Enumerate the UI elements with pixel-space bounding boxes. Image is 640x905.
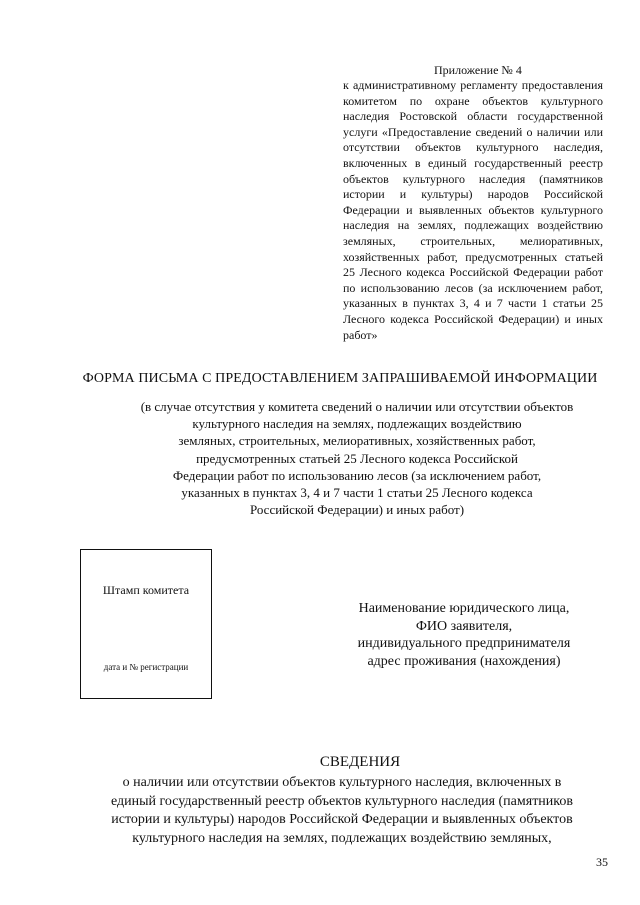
note-line: Российской Федерации) и иных работ)	[249, 502, 465, 518]
svedeniya-line: единый государственный реестр объектов культурного наследия (памятников	[111, 793, 573, 809]
note-line: земляных, строительных, мелиоративных, хозяйственных работ,	[178, 433, 536, 449]
recipient-line: Наименование юридического лица,	[358, 601, 570, 616]
page-number: 35	[596, 855, 608, 869]
appendix-title: Приложение № 4	[434, 63, 522, 77]
svedeniya-line: культурного наследия на землях, подлежащих воздействию земляных,	[132, 830, 552, 846]
recipient-line: ФИО заявителя,	[415, 618, 513, 634]
recipient-block	[330, 600, 598, 670]
recipient-line: адрес проживания (нахождения)	[367, 653, 561, 669]
form-note	[118, 398, 596, 518]
note-line: (в случае отсутствия у комитета сведений о наличии или отсутствии объектов	[140, 399, 574, 414]
note-line: Федерации работ по использованию лесов (за исключением работ,	[172, 467, 542, 483]
note-line: предусмотренных статьей 25 Лесного кодекса Российской	[196, 450, 518, 466]
note-line: культурного наследия на землях, подлежащих воздействию	[192, 416, 522, 432]
stamp-registration: дата и № регистрации	[103, 662, 189, 672]
recipient-line: индивидуального предпринимателя	[357, 636, 571, 651]
form-title: ФОРМА ПИСЬМА С ПРЕДОСТАВЛЕНИЕМ ЗАПРАШИВАЕМОЙ ИНФОРМАЦИИ	[82, 371, 598, 386]
svedeniya-title: СВЕДЕНИЯ	[319, 754, 401, 770]
svedeniya-body	[82, 774, 602, 848]
svedeniya-line: о наличии или отсутствии объектов культурного наследия, включенных в	[122, 775, 562, 790]
appendix-body: к административному регламенту предоставления комитетом по охране объектов культурного наследия Ростовской области государственной услуги «Предоставление сведений о наличии или отсутствии объектов культурного наследия, включенных в единый государственный реестр объектов культурного наследия (памятников истории и культуры) народов Российской Федерации и выявленных объектов культурного наследия на землях, подлежащих воздействию земляных, строительных, мелиоративных, хозяйственных работ, предусмотренных статьей 25 Лесного кодекса Российской Федерации работ по использованию лесов (за исключением работ, указанных в пунктах 3, 4 и 7 части 1 статьи 25 Лесного кодекса Российской Федерации) и иных работ»	[343, 78, 603, 342]
note-line: указанных в пунктах 3, 4 и 7 части 1 статьи 25 Лесного кодекса	[181, 485, 533, 501]
stamp-title: Штамп комитета	[102, 583, 190, 597]
committee-stamp-box	[80, 549, 212, 699]
svedeniya-line: истории и культуры) народов Российской Федерации и выявленных объектов	[111, 812, 573, 827]
